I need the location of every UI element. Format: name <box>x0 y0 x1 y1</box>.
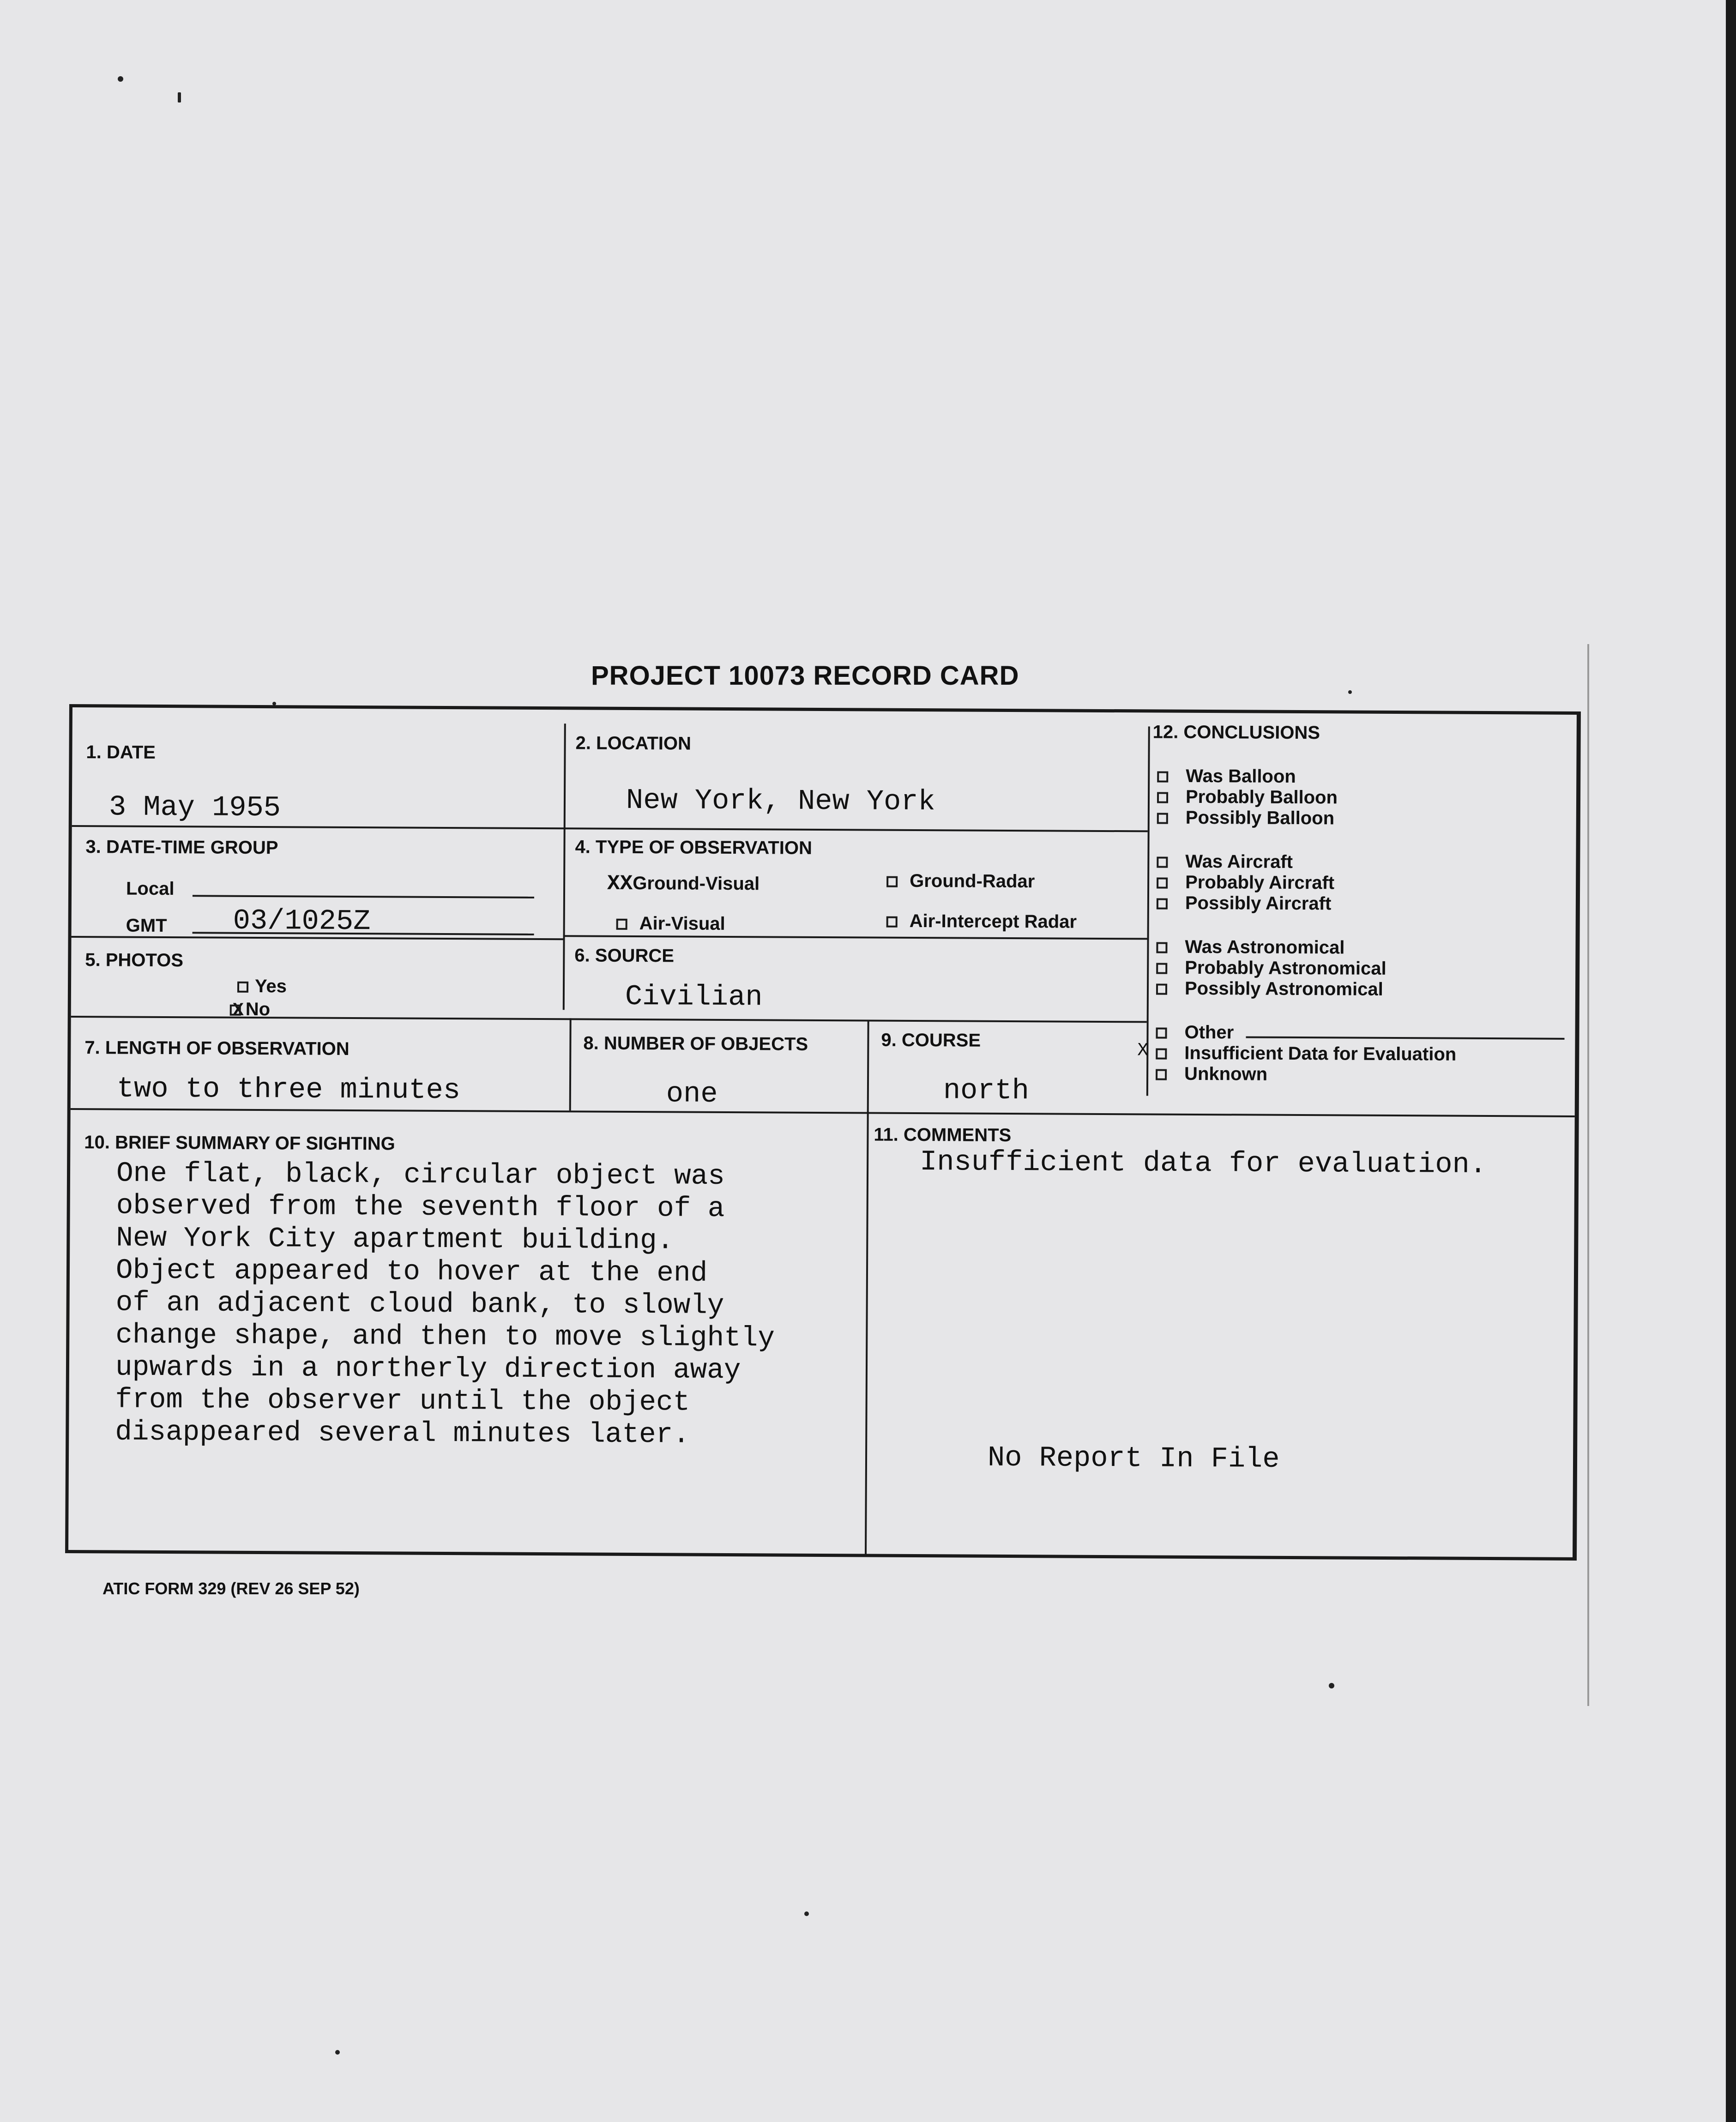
air-intercept-radar-option <box>886 911 1077 933</box>
summary-text <box>115 1158 776 1452</box>
conclusion-item <box>1157 808 1335 829</box>
air-intercept-radar-label: Air-Intercept Radar <box>909 910 1077 932</box>
conclusion-label: Was Balloon <box>1186 766 1296 787</box>
number-of-objects-value: one <box>666 1077 718 1110</box>
air-visual-option <box>616 913 725 934</box>
conclusion-label: Other <box>1184 1022 1234 1043</box>
ground-visual-label: Ground-Visual <box>633 873 760 894</box>
conclusion-label: Possibly Astronomical <box>1184 978 1383 1000</box>
form-identifier: ATIC FORM 329 (REV 26 SEP 52) <box>102 1579 360 1598</box>
conclusion-item <box>1157 766 1296 787</box>
divider <box>569 1018 572 1110</box>
length-value: two to three minutes <box>116 1072 461 1107</box>
summary-label: 10. BRIEF SUMMARY OF SIGHTING <box>84 1132 395 1154</box>
photos-yes-label: Yes <box>254 976 287 997</box>
ground-radar-label: Ground-Radar <box>910 870 1035 892</box>
checkbox <box>886 876 898 887</box>
length-label: 7. LENGTH OF OBSERVATION <box>84 1037 350 1059</box>
course-label: 9. COURSE <box>881 1030 981 1051</box>
scan-edge <box>1726 0 1736 2122</box>
checked-mark: X <box>1137 1040 1149 1061</box>
conclusion-label: Probably Aircraft <box>1185 872 1335 893</box>
conclusion-label: Probably Balloon <box>1185 786 1338 808</box>
other-field-line <box>1246 1036 1564 1039</box>
ground-radar-option <box>886 871 1035 892</box>
conclusion-label: Possibly Balloon <box>1185 807 1335 829</box>
conclusion-item <box>1156 1064 1267 1085</box>
conclusion-item <box>1157 851 1293 873</box>
air-visual-label: Air-Visual <box>639 913 725 934</box>
card-title: PROJECT 10073 RECORD CARD <box>591 661 1019 691</box>
date-time-group-label: 3. DATE-TIME GROUP <box>85 837 278 858</box>
scan-speck <box>178 92 181 102</box>
conclusion-item <box>1157 872 1334 894</box>
checked-mark: XX <box>607 871 633 896</box>
ground-visual-option <box>607 872 760 897</box>
conclusion-label: Probably Astronomical <box>1185 957 1386 979</box>
conclusion-label: Possibly Aircraft <box>1185 892 1332 914</box>
summary-line: change shape, and then to move slightly <box>115 1319 775 1355</box>
checkbox <box>1156 1028 1167 1039</box>
summary-line: observed from the seventh floor of a <box>116 1190 725 1225</box>
record-card <box>65 704 1581 1561</box>
conclusion-label: Unknown <box>1184 1063 1268 1085</box>
divider <box>563 935 1147 940</box>
checkbox <box>1156 1049 1167 1060</box>
conclusion-item <box>1156 937 1344 959</box>
summary-line: upwards in a northerly direction away <box>115 1351 741 1387</box>
divider <box>71 1108 1575 1117</box>
photos-label: 5. PHOTOS <box>85 950 184 971</box>
divider <box>865 1019 869 1554</box>
divider <box>563 723 566 1010</box>
scan-speck <box>1348 690 1352 694</box>
scan-speck <box>804 1911 809 1916</box>
gmt-value: 03/1025Z <box>233 904 371 938</box>
checkbox <box>616 919 627 930</box>
local-field-line <box>193 895 534 898</box>
checked-mark: X <box>232 1000 244 1021</box>
checkbox <box>886 916 898 928</box>
scan-speck <box>335 2050 340 2055</box>
checkbox <box>1157 857 1168 868</box>
conclusion-item <box>1157 787 1338 808</box>
observation-type-label: 4. TYPE OF OBSERVATION <box>575 837 813 858</box>
conclusion-item <box>1157 893 1332 915</box>
summary-line: from the observer until the object <box>115 1384 690 1419</box>
checkbox <box>1156 984 1167 995</box>
date-label: 1. DATE <box>86 742 156 763</box>
checkbox <box>237 982 248 993</box>
conclusions-label: 12. CONCLUSIONS <box>1152 722 1320 743</box>
conclusion-item <box>1156 1043 1456 1065</box>
conclusion-item <box>1156 958 1386 979</box>
source-value: Civilian <box>625 980 763 1014</box>
summary-line: New York City apartment building. <box>116 1222 674 1257</box>
checkbox <box>1157 813 1168 824</box>
summary-line: Object appeared to hover at the end <box>115 1254 708 1290</box>
checkbox <box>1157 898 1168 910</box>
checkbox <box>1156 1069 1167 1080</box>
location-label: 2. LOCATION <box>575 733 692 754</box>
course-value: north <box>943 1074 1030 1108</box>
source-label: 6. SOURCE <box>574 945 675 966</box>
checkbox <box>1157 772 1168 783</box>
photos-yes-option <box>237 976 287 997</box>
summary-line: of an adjacent cloud bank, to slowly <box>115 1287 724 1322</box>
photos-no-option <box>233 999 271 1021</box>
scan-speck <box>118 76 123 82</box>
conclusion-item <box>1156 1022 1234 1043</box>
checkbox <box>1156 963 1167 974</box>
summary-line: disappeared several minutes later. <box>115 1416 690 1451</box>
conclusion-item <box>1156 978 1383 1000</box>
gmt-label: GMT <box>126 915 167 936</box>
scan-speck <box>1329 1683 1334 1688</box>
divider <box>72 825 1148 832</box>
checkbox <box>1156 942 1167 953</box>
number-of-objects-label: 8. NUMBER OF OBJECTS <box>583 1033 808 1055</box>
conclusion-label: Insufficient Data for Evaluation <box>1184 1043 1457 1065</box>
comments-label: 11. COMMENTS <box>874 1124 1012 1145</box>
conclusion-label: Was Astronomical <box>1185 936 1345 958</box>
date-value: 3 May 1955 <box>108 790 281 825</box>
card-edge-line <box>1587 644 1589 1706</box>
no-report-note: No Report In File <box>987 1441 1280 1476</box>
conclusion-label: Was Aircraft <box>1185 851 1293 872</box>
checkbox <box>1157 792 1168 803</box>
checkbox <box>1157 878 1168 889</box>
checkbox <box>230 1005 241 1016</box>
comments-value: Insufficient data for evaluation. <box>920 1145 1487 1182</box>
photos-no-label: No <box>245 999 271 1020</box>
local-label: Local <box>126 878 175 899</box>
location-value: New York, New York <box>626 784 935 819</box>
summary-line: One flat, black, circular object was <box>116 1157 725 1193</box>
